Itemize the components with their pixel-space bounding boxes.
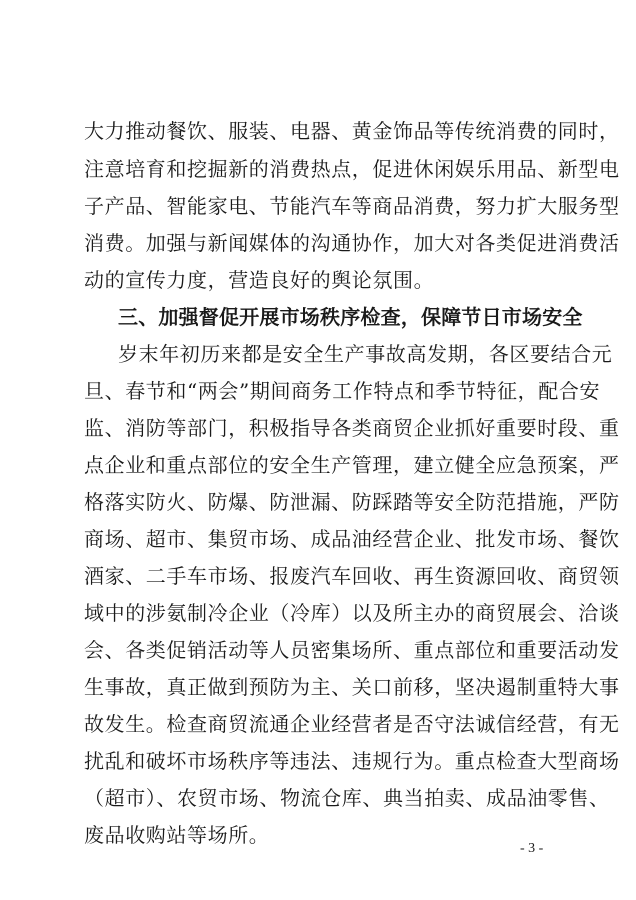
text-line: 点企业和重点部位的安全生产管理，建立健全应急预案，严 — [84, 453, 620, 477]
text-line: 大力推动餐饮、服装、电器、黄金饰品等传统消费的同时， — [84, 119, 620, 143]
text-line: 监、消防等部门，积极指导各类商贸企业抓好重要时段、重 — [84, 416, 620, 440]
text-line: 消费。加强与新闻媒体的沟通协作，加大对各类促进消费活 — [84, 231, 620, 255]
text-line: 故发生。检查商贸流通企业经营者是否守法诚信经营，有无 — [84, 712, 620, 736]
text-line: 域中的涉氨制冷企业（冷库）以及所主办的商贸展会、洽谈 — [84, 601, 620, 625]
text-line: 注意培育和挖掘新的消费热点，促进休闲娱乐用品、新型电 — [84, 157, 620, 181]
text-line: 旦、春节和“两会”期间商务工作特点和季节特征，配合安 — [84, 379, 601, 403]
section-heading: 三、加强督促开展市场秩序检查，保障节日市场安全 — [118, 305, 583, 329]
text-line: 扰乱和破坏市场秩序等违法、违规行为。重点检查大型商场 — [84, 749, 620, 773]
text-line: 酒家、二手车市场、报废汽车回收、再生资源回收、商贸领 — [84, 564, 620, 588]
text-line: 废品收购站等场所。 — [84, 823, 270, 847]
text-line: 子产品、智能家电、节能汽车等商品消费，努力扩大服务型 — [84, 194, 620, 218]
page-number: - 3 - — [520, 841, 544, 856]
text-line: 生事故，真正做到预防为主、关口前移，坚决遏制重特大事 — [84, 675, 620, 699]
text-line: 会、各类促销活动等人员密集场所、重点部位和重要活动发 — [84, 638, 620, 662]
text-line: （超市）、农贸市场、物流仓库、典当拍卖、成品油零售、 — [84, 786, 610, 810]
text-line: 岁末年初历来都是安全生产事故高发期，各区要结合元 — [118, 342, 613, 366]
text-line: 动的宣传力度，营造良好的舆论氛围。 — [84, 268, 435, 292]
text-line: 格落实防火、防爆、防泄漏、防踩踏等安全防范措施，严防 — [84, 490, 620, 514]
text-line: 商场、超市、集贸市场、成品油经营企业、批发市场、餐饮 — [84, 527, 620, 551]
